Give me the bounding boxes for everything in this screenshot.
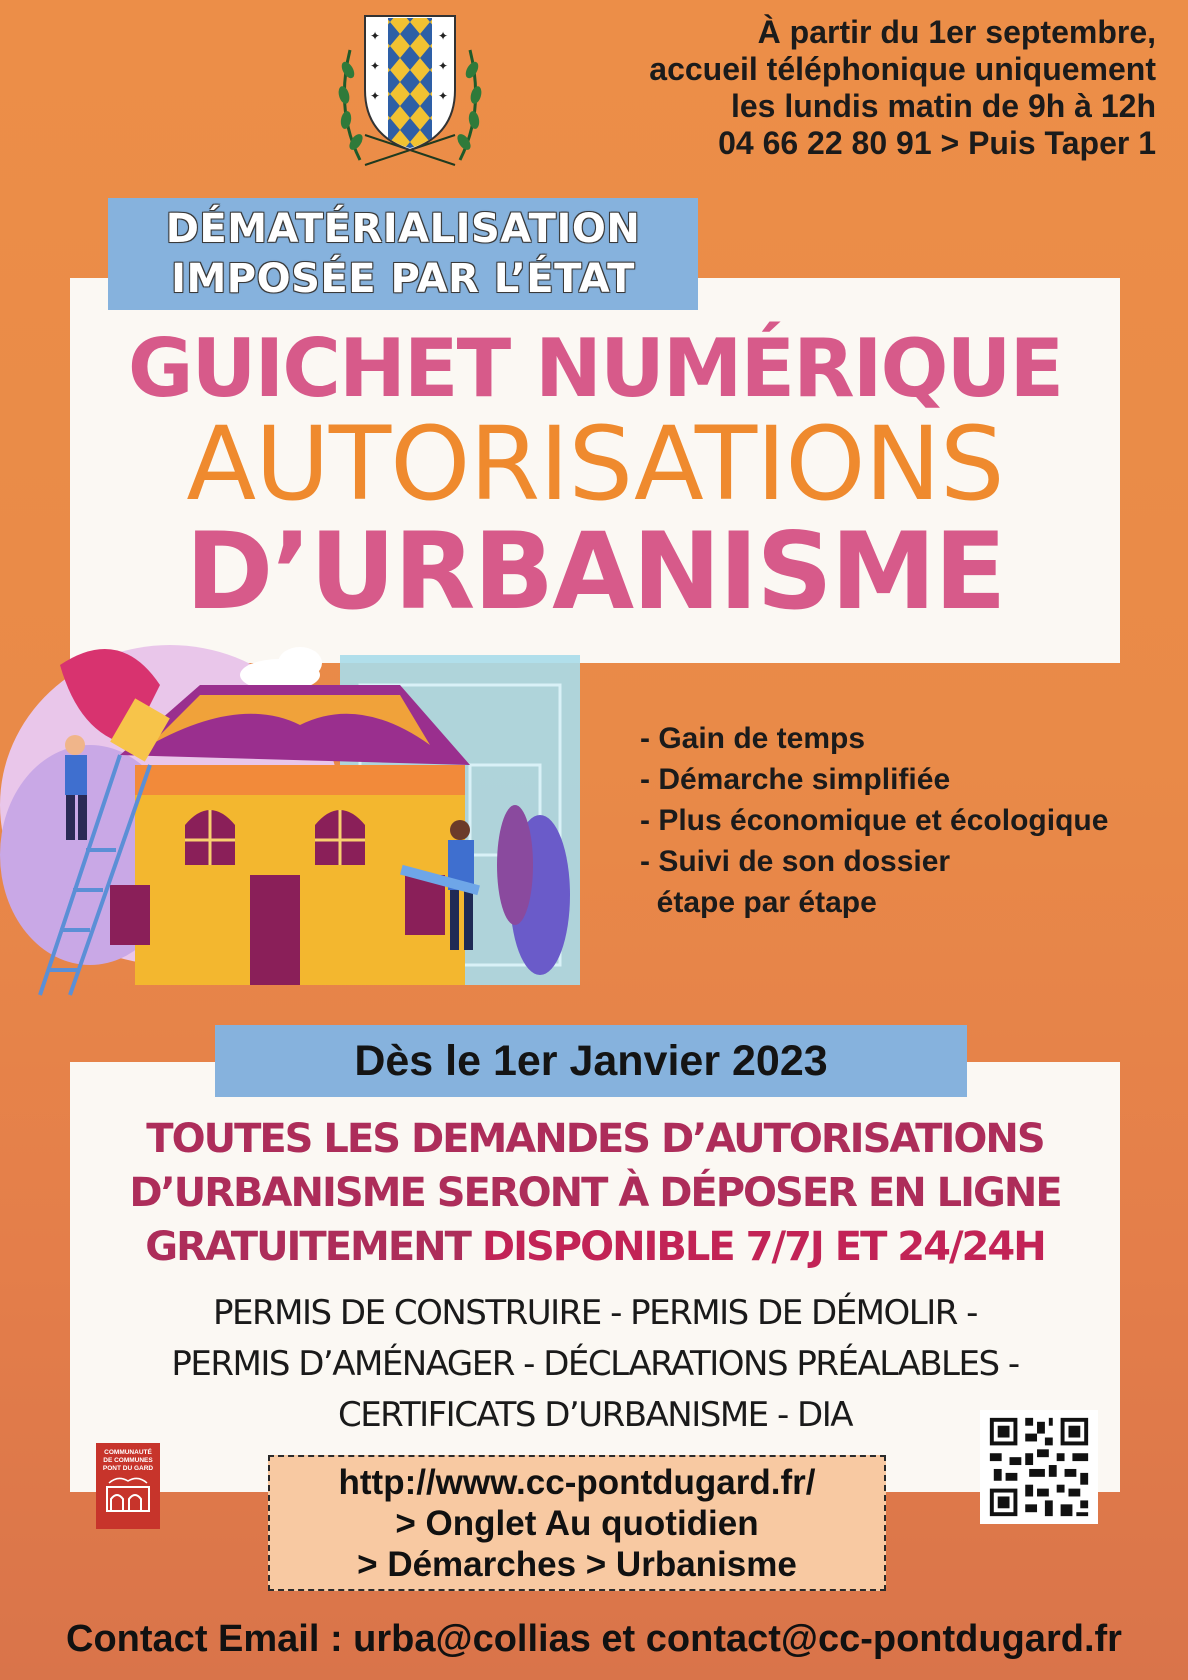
contact-email: Contact Email : urba@collias et contact@cc-pontdugard.fr: [66, 1618, 1122, 1660]
svg-text:✦: ✦: [370, 29, 381, 43]
website-url[interactable]: http://www.cc-pontdugard.fr/: [338, 1462, 816, 1502]
benefit-item: étape par étape: [640, 886, 877, 919]
benefits-list: [640, 718, 1108, 923]
logo-line-1: COMMUNAUTÉ: [104, 1449, 152, 1456]
title-autorisations: AUTORISATIONS: [186, 405, 1004, 524]
permits-line-2: PERMIS D’AMÉNAGER - DÉCLARATIONS PRÉALABLES -: [171, 1344, 1019, 1384]
url-step-1: > Onglet Au quotidien: [395, 1503, 759, 1543]
permits-list: [70, 1288, 1120, 1441]
aqueduct-icon: [103, 1473, 153, 1513]
ccpg-logo: [96, 1443, 160, 1529]
title-guichet: GUICHET NUMÉRIQUE: [127, 322, 1063, 415]
benefit-item: - Gain de temps: [640, 722, 866, 755]
qr-code-icon[interactable]: [980, 1410, 1098, 1524]
coat-of-arms-icon: [330, 10, 490, 170]
banner-line-1: DÉMATÉRIALISATION: [165, 206, 641, 252]
info-line-3: les lundis matin de 9h à 12h: [730, 88, 1156, 124]
phone-info: [649, 14, 1156, 162]
date-banner: Dès le 1er Janvier 2023: [215, 1025, 967, 1097]
demandes-gratuitement: GRATUITEMENT: [145, 1224, 482, 1270]
title-urbanisme: D’URBANISME: [185, 510, 1005, 633]
banner-line-2: IMPOSÉE PAR L’ÉTAT: [171, 256, 635, 302]
benefit-item: - Plus économique et écologique: [640, 804, 1109, 837]
svg-text:✦: ✦: [370, 89, 381, 103]
permits-line-3: CERTIFICATS D’URBANISME - DIA: [337, 1395, 853, 1435]
website-link-box[interactable]: [268, 1455, 886, 1591]
info-line-1: À partir du 1er septembre,: [757, 14, 1156, 50]
logo-line-2: DE COMMUNES: [103, 1457, 153, 1464]
info-line-4: 04 66 22 80 91 > Puis Taper 1: [718, 125, 1156, 161]
house-renovation-illustration: [0, 625, 600, 1005]
svg-text:✦: ✦: [370, 59, 381, 73]
demandes-disponible: DISPONIBLE 7/7J ET 24/24H: [481, 1224, 1045, 1270]
demandes-line-1: TOUTES LES DEMANDES D’AUTORISATIONS: [146, 1116, 1044, 1162]
demandes-text: [70, 1112, 1120, 1274]
benefit-item: - Démarche simplifiée: [640, 763, 951, 796]
demandes-line-2: D’URBANISME SERONT À DÉPOSER EN LIGNE: [129, 1170, 1061, 1216]
svg-text:✦: ✦: [438, 59, 449, 73]
logo-line-3: PONT DU GARD: [102, 1465, 154, 1472]
svg-text:✦: ✦: [438, 89, 449, 103]
url-step-2: > Démarches > Urbanisme: [357, 1544, 797, 1584]
permits-line-1: PERMIS DE CONSTRUIRE - PERMIS DE DÉMOLIR -: [213, 1293, 977, 1333]
info-line-2: accueil téléphonique uniquement: [649, 51, 1156, 87]
dematerialisation-banner: [108, 198, 698, 310]
benefit-item: - Suivi de son dossier: [640, 845, 951, 878]
svg-text:✦: ✦: [438, 29, 449, 43]
demandes-line-3: [70, 1220, 1120, 1274]
